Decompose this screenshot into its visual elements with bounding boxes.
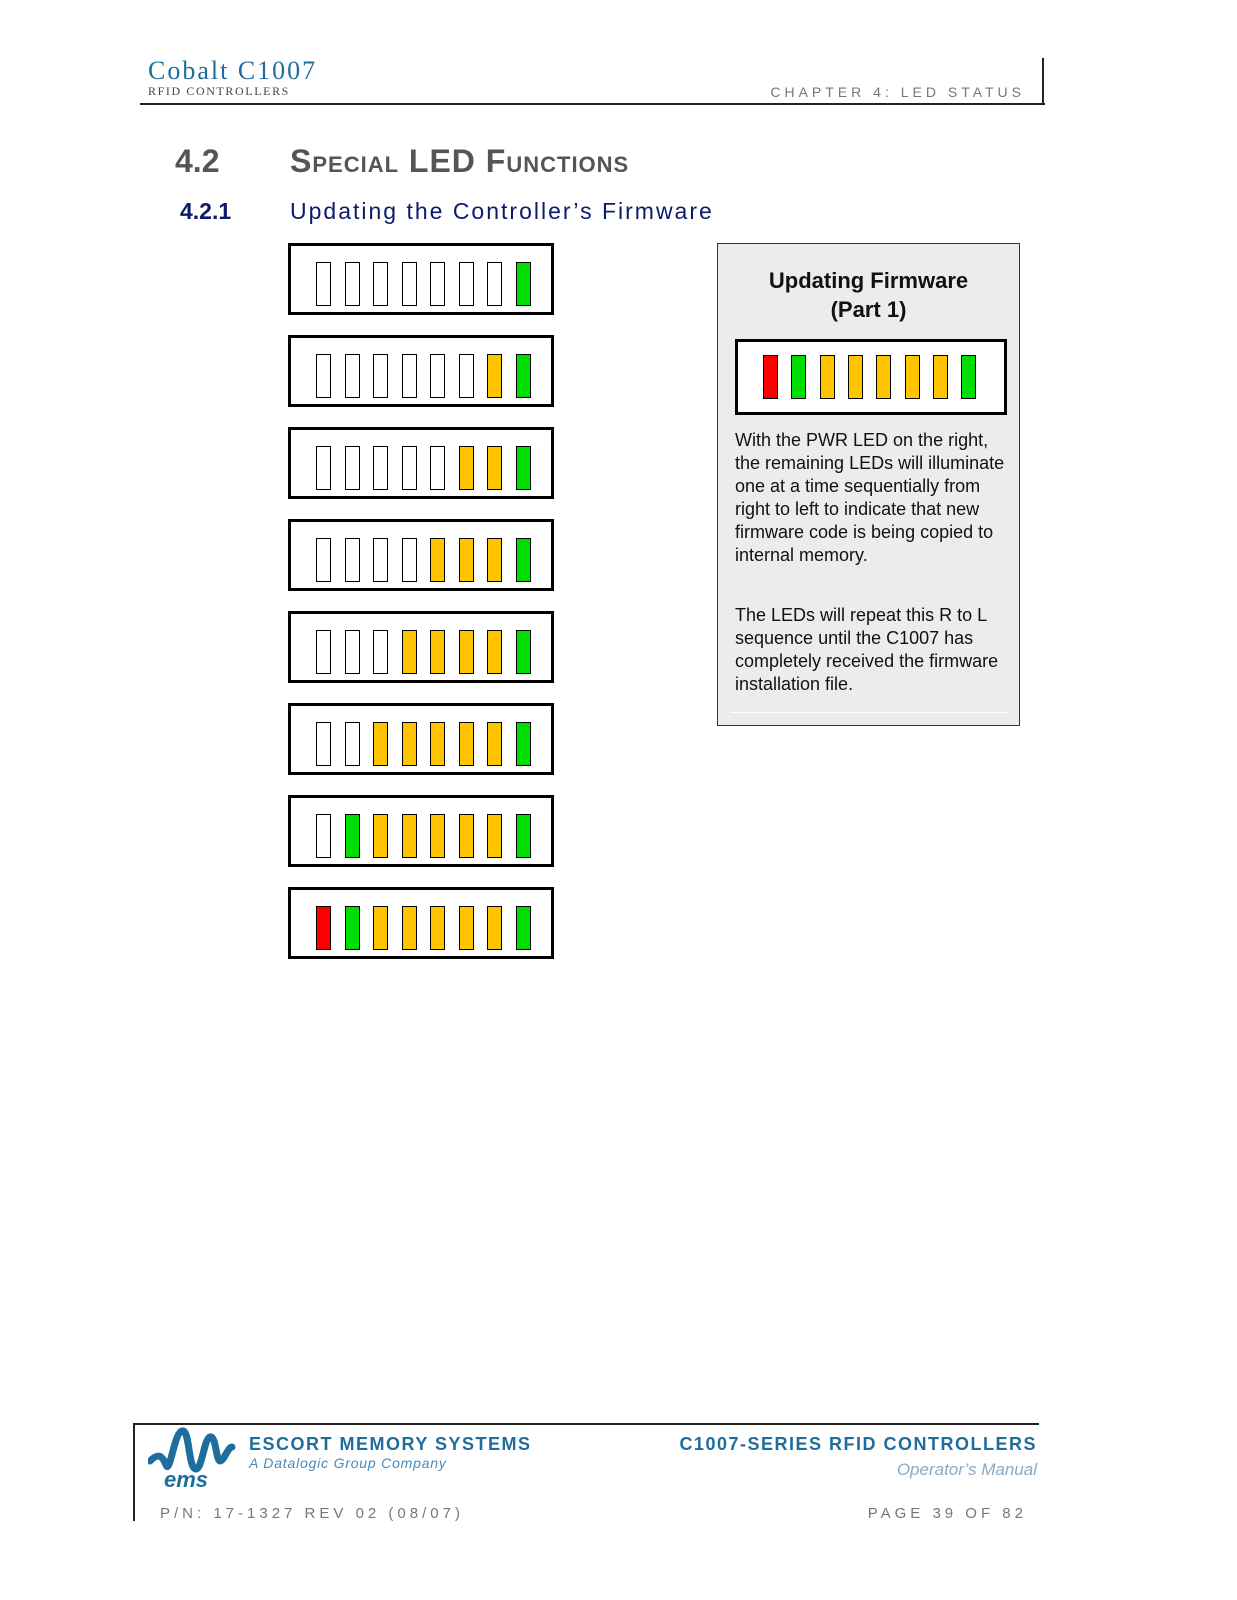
sidebar-led-amber	[820, 355, 835, 399]
led-amber	[487, 538, 502, 582]
led-off	[373, 630, 388, 674]
footer-tagline: A Datalogic Group Company	[249, 1455, 447, 1471]
section-title-text: Special LED Functions	[290, 143, 630, 179]
led-off	[373, 262, 388, 306]
sidebar-led-amber	[905, 355, 920, 399]
led-green	[345, 906, 360, 950]
led-green	[516, 814, 531, 858]
sidebar-bottom-line	[730, 712, 1007, 713]
led-green	[516, 630, 531, 674]
subsection-title: Updating the Controller’s Firmware	[290, 198, 714, 224]
section-number: 4.2	[175, 143, 220, 179]
sidebar-title	[718, 266, 1019, 324]
led-amber	[430, 538, 445, 582]
led-amber	[487, 446, 502, 490]
led-off	[316, 446, 331, 490]
chapter-title: CHAPTER 4: LED STATUS	[770, 84, 1025, 100]
led-off	[316, 814, 331, 858]
led-panel-step-3	[288, 427, 554, 499]
led-off	[487, 262, 502, 306]
sidebar-led-red	[763, 355, 778, 399]
led-amber	[430, 722, 445, 766]
led-off	[402, 354, 417, 398]
led-green	[516, 906, 531, 950]
led-off	[402, 446, 417, 490]
sidebar-led-amber	[933, 355, 948, 399]
led-amber	[402, 630, 417, 674]
brand-name: Cobalt C1007	[148, 56, 318, 85]
footer-rule	[133, 1423, 1039, 1425]
led-amber	[402, 814, 417, 858]
led-red	[316, 906, 331, 950]
led-amber	[402, 722, 417, 766]
sidebar-led-green	[961, 355, 976, 399]
led-amber	[459, 906, 474, 950]
led-green	[516, 722, 531, 766]
led-off	[316, 262, 331, 306]
led-amber	[430, 906, 445, 950]
led-off	[316, 722, 331, 766]
led-green	[516, 262, 531, 306]
section-title	[290, 143, 629, 180]
led-amber	[459, 722, 474, 766]
sidebar-paragraph-2: The LEDs will repeat this R to L sequence until the C1007 has completely received the firmware installation file.	[735, 605, 999, 694]
footer-page-number: PAGE 39 OF 82	[867, 1505, 1027, 1522]
sidebar-title-line2: (Part 1)	[830, 297, 907, 322]
led-amber	[487, 814, 502, 858]
led-amber	[459, 538, 474, 582]
led-green	[516, 446, 531, 490]
subsection-number: 4.2.1	[180, 198, 232, 224]
led-off	[345, 262, 360, 306]
led-amber	[487, 630, 502, 674]
header-vertical-rule	[1042, 58, 1044, 105]
header-logo	[148, 58, 317, 97]
led-amber	[459, 446, 474, 490]
sidebar-paragraph-1: With the PWR LED on the right, the remaining LEDs will illuminate one at a time sequentially from right to left to indicate that new firmware code is being copied to internal memory.	[735, 430, 1005, 565]
led-off	[345, 354, 360, 398]
led-panel-step-8	[288, 887, 554, 959]
led-off	[373, 354, 388, 398]
led-off	[459, 262, 474, 306]
header-rule	[140, 103, 1045, 105]
ems-logo	[148, 1425, 248, 1496]
led-amber	[487, 354, 502, 398]
led-off	[345, 538, 360, 582]
led-off	[373, 446, 388, 490]
led-off	[430, 446, 445, 490]
led-off	[402, 538, 417, 582]
led-amber	[459, 630, 474, 674]
sidebar-led-panel	[735, 339, 1007, 415]
led-panel-step-4	[288, 519, 554, 591]
led-panel-step-5	[288, 611, 554, 683]
led-amber	[459, 814, 474, 858]
sidebar-led-amber	[848, 355, 863, 399]
led-off	[345, 722, 360, 766]
footer-vertical-rule	[133, 1423, 135, 1521]
led-off	[316, 538, 331, 582]
led-panel-step-6	[288, 703, 554, 775]
led-amber	[373, 722, 388, 766]
led-amber	[373, 906, 388, 950]
sidebar-title-line1: Updating Firmware	[768, 268, 969, 293]
led-amber	[487, 722, 502, 766]
led-green	[516, 538, 531, 582]
footer-part-number: P/N: 17-1327 REV 02 (08/07)	[160, 1505, 464, 1522]
led-off	[345, 446, 360, 490]
footer-product: C1007-SERIES RFID CONTROLLERS	[679, 1434, 1037, 1454]
ems-wave-icon	[148, 1425, 248, 1491]
led-panel-step-2	[288, 335, 554, 407]
led-amber	[373, 814, 388, 858]
led-panel-step-1	[288, 243, 554, 315]
led-off	[316, 630, 331, 674]
led-off	[402, 262, 417, 306]
led-off	[373, 538, 388, 582]
sidebar-led-amber	[876, 355, 891, 399]
led-green	[345, 814, 360, 858]
footer-company: ESCORT MEMORY SYSTEMS	[249, 1434, 532, 1454]
led-amber	[487, 906, 502, 950]
led-off	[316, 354, 331, 398]
sidebar-box	[717, 243, 1020, 726]
led-off	[459, 354, 474, 398]
led-off	[345, 630, 360, 674]
led-amber	[402, 906, 417, 950]
led-off	[430, 354, 445, 398]
led-amber	[430, 814, 445, 858]
led-panel-step-7	[288, 795, 554, 867]
led-green	[516, 354, 531, 398]
led-amber	[430, 630, 445, 674]
sidebar-led-green	[791, 355, 806, 399]
led-off	[430, 262, 445, 306]
brand-subtitle: RFID CONTROLLERS	[148, 84, 290, 98]
footer-manual: Operator’s Manual	[896, 1460, 1037, 1479]
ems-logo-text: ems	[164, 1467, 209, 1491]
